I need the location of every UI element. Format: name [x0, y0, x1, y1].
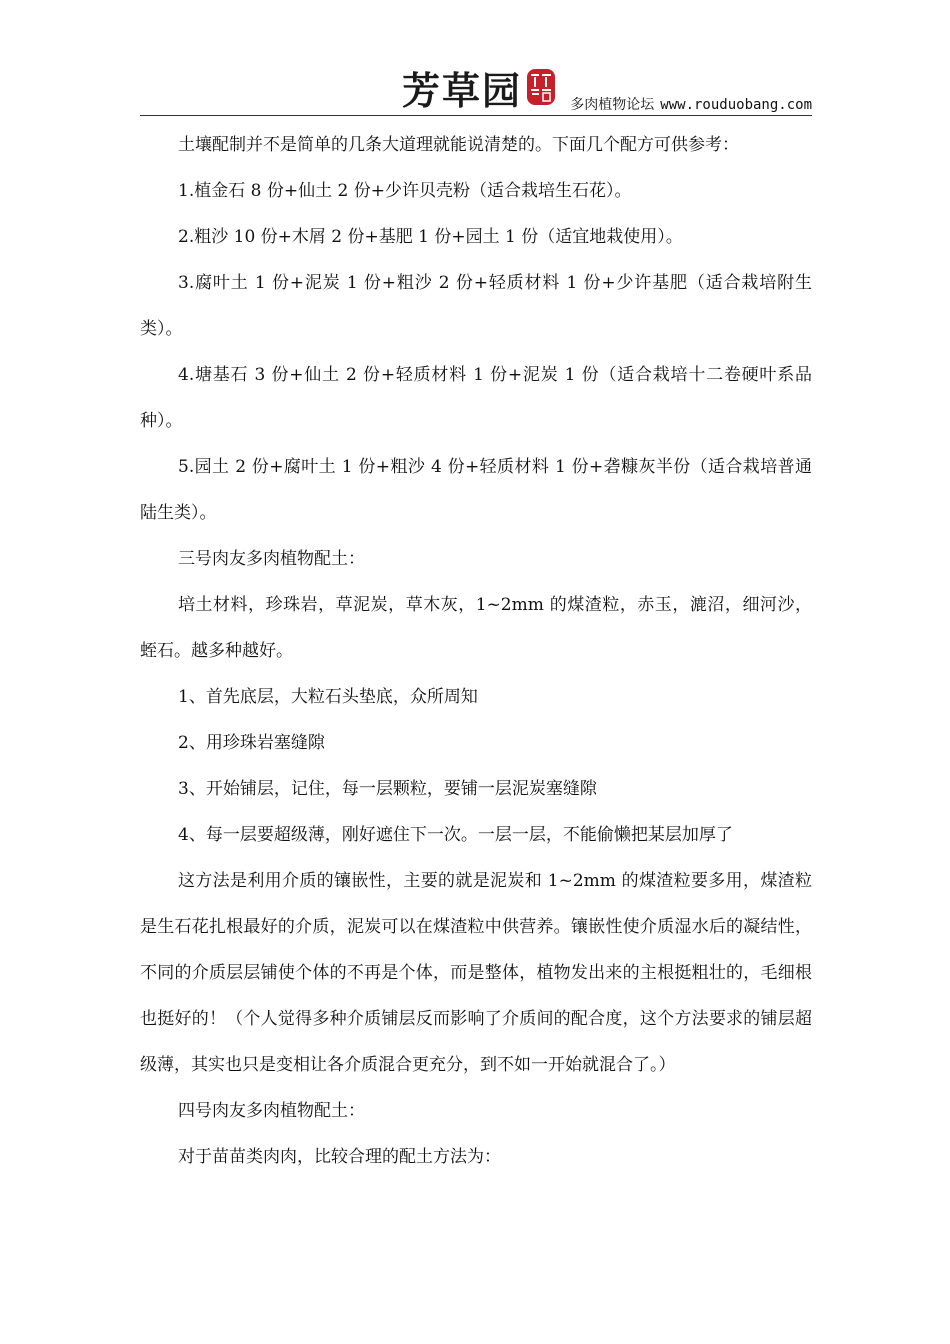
step-2: 2、用珍珠岩塞缝隙 — [178, 733, 325, 753]
step-3: 3、开始铺层，记住，每一层颗粒，要铺一层泥炭塞缝隙 — [178, 779, 597, 799]
step-1: 1、首先底层，大粒石头垫底，众所周知 — [178, 687, 478, 707]
recipe-item-5: 5.园土 2 份+腐叶土 1 份+粗沙 4 份+轻质材料 1 份+砻糠灰半份（适合栽培普通陆生类）。 — [140, 457, 812, 523]
recipe-item-2: 2.粗沙 10 份+木屑 2 份+基肥 1 份+园土 1 份（适宜地栽使用）。 — [178, 227, 683, 247]
intro-paragraph: 土壤配制并不是简单的几条大道理就能说清楚的。下面几个配方可供参考： — [178, 135, 739, 155]
closing-paragraph: 对于苗苗类肉肉，比较合理的配土方法为： — [178, 1147, 501, 1167]
document-body — [140, 122, 812, 1180]
site-url[interactable]: www.rouduobang.com — [660, 97, 812, 113]
seal-stamp-icon — [526, 68, 556, 106]
header-divider — [140, 115, 812, 116]
section-heading-3: 三号肉友多肉植物配土： — [178, 549, 365, 569]
page-header — [140, 62, 812, 114]
recipe-item-4: 4.塘基石 3 份+仙土 2 份+轻质材料 1 份+泥炭 1 份（适合栽培十二卷硬叶系品种）。 — [140, 365, 812, 431]
site-name: 多肉植物论坛 — [570, 97, 655, 113]
recipe-item-3: 3.腐叶土 1 份+泥炭 1 份+粗沙 2 份+轻质材料 1 份+少许基肥（适合栽培附生类）。 — [140, 273, 812, 339]
explanation-paragraph: 这方法是利用介质的镶嵌性，主要的就是泥炭和 1~2mm 的煤渣粒要多用，煤渣粒是生石花扎根最好的介质，泥炭可以在煤渣粒中供营养。镶嵌性使介质湿水后的凝结性，不同的介质层层铺使个体的不再是个体，而是整体，植物发出来的主根挺粗壮的，毛细根也挺好的！（个人觉得多种介质铺层反而影响了介质间的配合度，这个方法要求的铺层超级薄，其实也只是变相让各介质混合更充分，到不如一开始就混合了。） — [140, 871, 812, 1075]
recipe-item-1: 1.植金石 8 份+仙土 2 份+少许贝壳粉（适合栽培生石花）。 — [178, 181, 632, 201]
logo-text: 芳草园 — [402, 67, 523, 113]
step-4: 4、每一层要超级薄，刚好遮住下一次。一层一层，不能偷懒把某层加厚了 — [178, 825, 733, 845]
site-tagline — [570, 94, 812, 114]
materials-paragraph: 培土材料，珍珠岩，草泥炭，草木灰，1~2mm 的煤渣粒，赤玉，漉沼，细河沙，蛭石。越多种越好。 — [140, 595, 812, 661]
site-logo — [402, 62, 556, 112]
section-heading-4: 四号肉友多肉植物配土： — [178, 1101, 365, 1121]
